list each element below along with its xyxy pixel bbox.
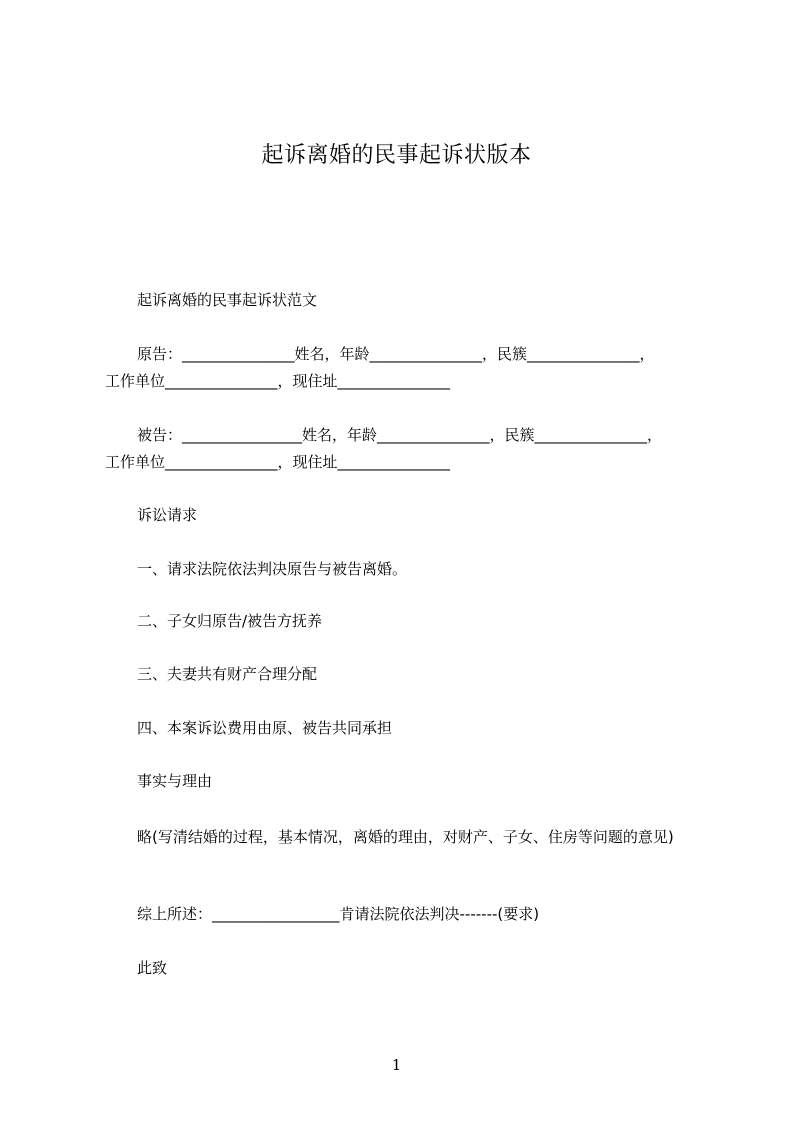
facts-text: 略(写清结婚的过程，基本情况，离婚的理由，对财产、子女、住房等问题的意见) [137, 828, 674, 846]
claim-item-4: 四、本案诉讼费用由原、被告共同承担 [137, 719, 393, 737]
closing-line: 此致 [137, 959, 168, 977]
plaintiff-line-1: 原告：_______________姓名，年龄_______________，民簇_______________， [137, 345, 655, 363]
claim-item-1: 一、请求法院依法判决原告与被告离婚。 [137, 560, 408, 578]
plaintiff-line-2: 工作单位_______________，现住址_______________ [105, 372, 451, 390]
summary-line: 综上所述：_________________肯请法院依法判决-------(要求) [137, 905, 540, 923]
claim-item-2: 二、子女归原告/被告方抚养 [137, 612, 323, 630]
page-number: 1 [391, 1056, 402, 1074]
defendant-line-1: 被告：________________姓名，年龄_______________，民簇_______________， [137, 426, 663, 444]
claim-item-3: 三、夫妻共有财产合理分配 [137, 665, 318, 683]
document-title: 起诉离婚的民事起诉状版本 [261, 143, 532, 168]
claims-heading: 诉讼请求 [137, 506, 198, 524]
facts-heading: 事实与理由 [137, 772, 213, 790]
subtitle: 起诉离婚的民事起诉状范文 [137, 291, 318, 309]
defendant-line-2: 工作单位_______________，现住址_______________ [105, 453, 451, 471]
